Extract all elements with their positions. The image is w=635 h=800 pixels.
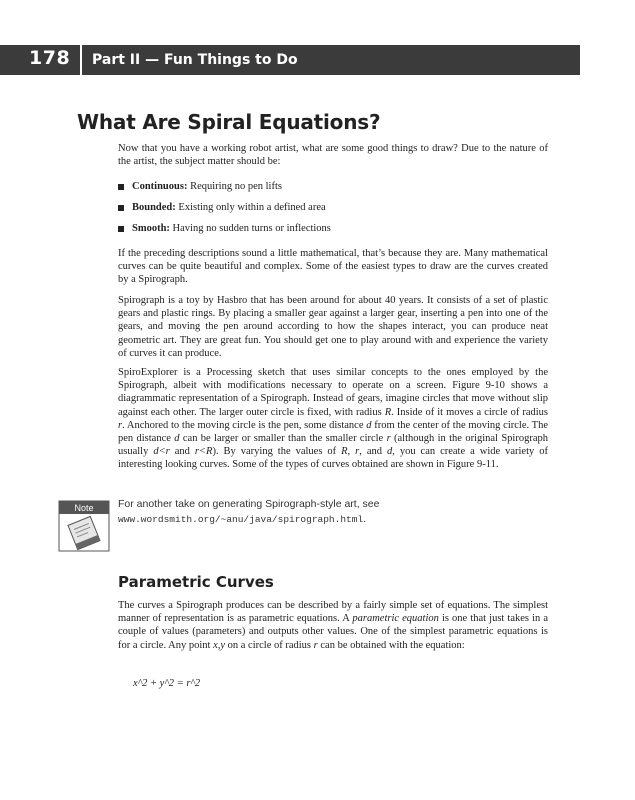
var-xy: x,y: [213, 639, 226, 651]
parametric-paragraph: [118, 599, 548, 652]
text-run: (although in the original Spirograph usually: [118, 433, 548, 458]
bullet-term: Continuous:: [132, 181, 188, 192]
bullet-list: [118, 181, 548, 244]
text-run: can be obtained with the equation:: [317, 639, 465, 651]
note-url-link[interactable]: www.wordsmith.org/~anu/java/spirograph.html: [118, 514, 364, 525]
list-item: [118, 181, 548, 202]
var-d: d: [366, 419, 372, 431]
text-run: and: [169, 446, 195, 458]
var-r: r: [386, 433, 391, 445]
text-run: from the center of the moving circle. The pen distance: [118, 419, 548, 445]
defined-term: parametric equation: [352, 613, 439, 625]
var-r: r: [355, 446, 360, 458]
note-text: [118, 497, 548, 527]
text-run: The curves a Spirograph produces can be described by a fairly simple set of equations. The simplest manner of representation is as parametric equations. A: [118, 600, 548, 625]
note-text-run: .: [363, 513, 367, 525]
list-item: [118, 202, 548, 223]
note-text-run: For another take on generating Spirograph-style art, see: [118, 498, 380, 510]
intro-paragraph: Now that you have a working robot artist, what are some good things to draw? Due to the nature of the artist, the subject matter should be:: [118, 143, 548, 168]
header-divider: [80, 45, 82, 75]
var-d: d: [174, 433, 180, 445]
bullet-term: Smooth:: [132, 223, 170, 234]
bullet-text: Requiring no pen lifts: [187, 181, 282, 192]
page-number: 178: [29, 47, 71, 69]
note-icon: [58, 500, 110, 552]
text-run: . Anchored to the moving circle is the pen, some distance: [122, 419, 367, 431]
circle-equation: x^2 + y^2 = r^2: [133, 678, 201, 689]
text-run: SpiroExplorer is a Processing sketch that uses similar concepts to the ones employed by the Spirograph, albeit with modifications necessary to operate on a screen. Figure 9-10 shows a diagrammatic representation of a Spirograph. Instead of gears, imagine circles that move without slip against each other. The larger outer circle is fixed, with radius: [118, 367, 548, 418]
running-title: Part II — Fun Things to Do: [92, 52, 298, 68]
text-run: is one that just takes in a couple of values (parameters) and outputs other values. One of the simplest parametric equations is for a circle. Any point: [118, 613, 548, 651]
var-R: R: [341, 446, 348, 458]
var-r: r: [118, 419, 123, 431]
var-R: R: [384, 406, 392, 418]
condition: r<R: [194, 446, 213, 458]
condition: d<r: [153, 446, 170, 458]
bullet-text: Existing only within a defined area: [175, 202, 326, 213]
list-item: [118, 223, 548, 244]
section-title: What Are Spiral Equations?: [77, 110, 381, 134]
text-run: , and: [359, 446, 387, 458]
text-run: . Inside of it moves a circle of radius: [391, 406, 548, 418]
var-d: d: [386, 446, 393, 458]
bullet-text: Having no sudden turns or inflections: [169, 223, 331, 234]
var-r: r: [313, 639, 318, 651]
text-run: ,: [347, 446, 356, 458]
paragraph-1: If the preceding descriptions sound a little mathematical, that’s because they are. Many mathematical curves can be quite beautiful and complex. Some of the easiest types to draw are the curves created by a Spirograph.: [118, 248, 548, 286]
paragraph-2: Spirograph is a toy by Hasbro that has been around for about 40 years. It consists of a set of plastic gears and plastic rings. By placing a smaller gear against a larger gear, inserting a pen into one of the gears, and moving the pen around according to how the shapes interact, you can produce neat geometric art. They are great fun. You should get one to play around with and experience the variety of curves it can produce.: [118, 295, 548, 359]
subsection-title: Parametric Curves: [118, 573, 274, 591]
text-run: can be larger or smaller than the smaller circle: [179, 433, 387, 445]
page-header: [0, 45, 580, 75]
bullet-term: Bounded:: [132, 202, 176, 213]
note-label: Note: [74, 503, 94, 513]
text-run: ). By varying the values of: [212, 446, 342, 458]
paragraph-3: [118, 366, 548, 472]
text-run: , you can create a wide variety of interesting looking curves. Some of the types of curves obtained are shown in Figure 9-11.: [118, 446, 548, 471]
text-run: on a circle of radius: [225, 639, 314, 651]
